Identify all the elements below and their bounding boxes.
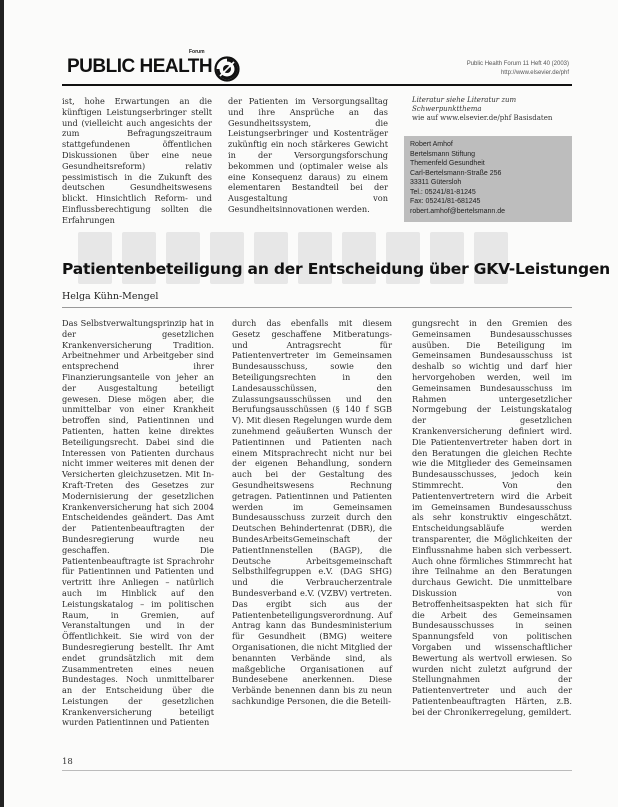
previous-article-text-1: ist, hohe Erwartungen an die künftigen Leistungserbringer stellt und (vielleicht auch angesichts der zum Befragungszeitraum stattgefundenen öffentlichen Diskussionen über eine neue Gesundheitsreform) relativ pessimistisch in die Zukunft des deutschen Gesundheitswesens blickt. Hinsichtlich Reform- und Einflussberechtigung sollten die Erfahrungen [62,96,212,225]
contact-email: robert.amhof@bertelsmann.de [410,207,506,215]
contact-department: Themenfeld Gesundheit [410,160,485,167]
article-text-1: Das Selbstverwaltungsprinzip hat in der gesetzlichen Krankenversicherung Tradition. Arbeitnehmer und Arbeitgeber sind entsprechend ihrer Finanzierungsanteile von jeher an der Ausgestaltung beteiligt gewesen. Diese mögen aber, die unmittelbar von einer Krankheit betroffen sind, Patientinnen und Patienten, hatten keine direktes Beteiligungsrecht. Dabei sind die Interessen von Patienten durchaus nicht immer weiteres mit denen der Versicherten gleichzusetzen. Mit In-Kraft-Treten des Gesetzes zur Modernisierung der gesetzlichen Krankenversicherung hat sich 2004 Entscheidendes geändert. Das Amt der Patientenbeauftragten der Bundesregierung wurde neu geschaffen. Die Patientenbeauftragte ist Sprachrohr für Patientinnen und Patienten und vertritt ihre Anliegen – natürlich auch im Hinblick auf den Leistungskatalog – im politischen Raum, in Gremien, auf Veranstaltungen und in der Öffentlichkeit. Sie wird von der Bundesregierung bestellt. Ihr Amt endet grundsätzlich mit dem Zusammentreten eines neuen Bundestages. Noch unmittelbarer an der Entscheidung über die Leistungen der gesetzlichen Krankenversicherung beteiligt wurden Patientinnen und Patienten [62,318,214,728]
literature-note [412,96,572,123]
title-rule [62,307,572,308]
journal-reference [467,60,569,78]
previous-article-text-2: der Patienten im Versorgungsalltag und ihre Ansprüche an das Gesundheitssystem, die Leistungserbringer und Kostenträger zukünftig ein noch stärkeres Gewicht in der Versorgungsforschung bekommen und (optimaler weise als eine Konsequenz daraus) zu einem elementaren Bestandteil bei der Ausgestaltung von Gesundheitsinnovationen werden. [228,96,388,214]
journal-logo [67,49,240,78]
journal-url: http://www.elsevier.de/phf [500,70,569,76]
literature-note-line-1: Literatur siehe Literatur zum Schwerpunktthema [412,96,517,113]
header-rule [62,84,572,86]
page-number: 18 [62,757,73,767]
contact-organization: Bertelsmann Stiftung [410,150,475,158]
journal-citation: Public Health Forum 11 Heft 40 (2003) [466,61,569,67]
article-text-2: durch das ebenfalls mit diesem Gesetz geschaffene Mitberatungs- und Antragsrecht für Patientenvertreter im Gemeinsamen Bundesausschuss, sowie den Beteiligungsrechten in den Landesausschüssen, den Zulassungsausschüssen und den Berufungsausschüssen (§ 140 f SGB V). Mit diesen Regelungen wurde dem zunehmend geäußerten Wunsch der Patientinnen und Patienten nach einem Mitsprachrecht nicht nur bei der eigenen Behandlung, sondern auch bei der Gestaltung des Gesundheitswesens Rechnung getragen. Patientinnen und Patienten werden im Gemeinsamen Bundesausschuss zurzeit durch den Deutschen Behindertenrat (DBR), die BundesArbeitsGemeinschaft der PatientInnenstellen (BAGP), die Deutsche Arbeitsgemeinschaft Selbsthilfegruppen e.V. (DAG SHG) und die Verbraucherzentrale Bundesverband e.V. (VZBV) vertreten. Das ergibt sich aus der Patientenbeteiligungsverordnung. Auf Antrag kann das Bundesministerium für Gesundheit (BMG) weitere Organisationen, die nicht Mitglied der benannten Verbände sind, als maßgebliche Organisationen auf Bundesebene anerkennen. Diese Verbände benennen dann bis zu neun sachkundige Personen, die die Beteili- [232,318,392,706]
logo-wordmark: PUBLIC HEALTH [67,56,213,77]
literature-note-line-2: wie auf www.elsevier.de/phf Basisdaten [412,114,553,122]
contact-street: Carl-Bertelsmann-Straße 256 [410,169,502,177]
logo-swirl-icon [214,56,240,82]
article-title: Patientenbeteiligung an der Entscheidung über GKV-Leistungen [62,260,611,278]
article-column-3 [412,318,572,717]
logo-forum-label: Forum [189,49,205,55]
scan-edge [0,0,4,807]
previous-article-column-1 [62,96,212,226]
article-author: Helga Kühn-Mengel [62,291,159,302]
article-column-1 [62,318,214,728]
contact-city: 33311 Gütersloh [410,179,462,186]
footer-rule [62,770,572,771]
article-column-2 [232,318,392,707]
previous-article-column-2 [228,96,388,215]
author-contact-box [404,136,572,222]
contact-fax: Fax: 05241/81-681245 [410,198,481,205]
contact-phone: Tel.: 05241/81-81245 [410,188,476,196]
contact-name: Robert Amhof [410,141,453,148]
article-text-3: gungsrecht in den Gremien des Gemeinsamen Bundesausschusses ausüben. Die Beteiligung im Gemeinsamen Bundesausschuss ist deshalb so wichtig und darf hier hervorgehoben werden, weil im Gemeinsamen Bundesausschuss im Rahmen untergesetzlicher Normgebung der Leistungskatalog der gesetzlichen Krankenversicherung definiert wird. Die Patientenvertreter haben dort in den Beratungen die gleichen Rechte wie die Mitglieder des Gemeinsamen Bundesausschusses, jedoch kein Stimmrecht. Von den Patientenvertretern wird die Arbeit im Gemeinsamen Bundesausschuss als sehr konstruktiv eingeschätzt. Entscheidungsabläufe werden transparenter, die Möglichkeiten der Einflussnahme haben sich verbessert. Auch ohne förmliches Stimmrecht hat ihre Teilnahme an den Beratungen durchaus Gewicht. Die unmittelbare Diskussion von Betroffenheitsaspekten hat sich für die Arbeit des Gemeinsamen Bundesausschusses in seinen Spannungsfeld von politischen Vorgaben und wissenschaftlicher Bewertung als wertvoll erwiesen. So wurden nicht zuletzt aufgrund der Stellungnahmen der Patientenvertreter und auch der Patientenbeauftragten Härten, z.B. bei der Chronikerregelung, gemildert. [412,318,572,717]
